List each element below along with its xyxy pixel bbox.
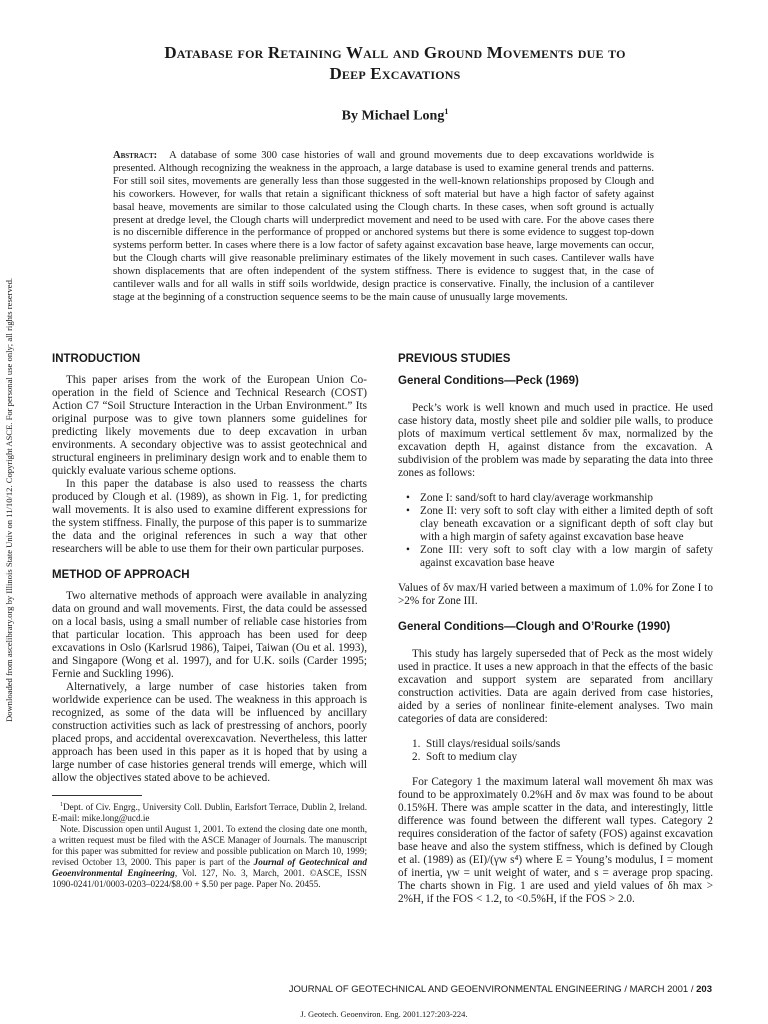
page-number: 203 — [696, 984, 712, 995]
title-line-1: Database for Retaining Wall and Ground Movements due to — [164, 43, 626, 62]
category-item: 1. Still clays/residual soils/sands — [412, 738, 561, 750]
journal-footer-text: JOURNAL OF GEOTECHNICAL AND GEOENVIRONMENTAL ENGINEERING / MARCH 2001 / — [288, 984, 697, 995]
category-item: 2. Soft to medium clay — [412, 751, 518, 763]
abstract-label: Abstract: — [113, 150, 158, 161]
footnote-affiliation-text: Dept. of Civ. Engrg., University Coll. Dublin, Earlsfort Terrace, Dublin 2, Ireland. E-mail: mike.long@ucd.ie — [52, 802, 367, 824]
introduction-heading: INTRODUCTION — [52, 353, 141, 365]
left-column — [52, 352, 367, 890]
paper-title — [60, 42, 730, 84]
method-paragraph-1: Two alternative methods of approach were available in analyzing data on ground and wall movements. First, the data could be assessed on a local basis, using a small number of reliable case histories from that particular location. This approach has been used for deep excavations in Oslo (Karlsrud 1986), Taipei, Taiwan (Ou et al. 1993), and Singapore (Wong et al. 1997), and for U.K. soils (Carder 1995; Fernie and Suckling 1996). — [52, 590, 367, 680]
footnote-divider — [52, 795, 142, 796]
download-notice — [3, 240, 15, 760]
peck-paragraph-1: Peck’s work is well known and much used in practice. He used case history data, mostly sheet pile and soldier pile walls, to produce plots of maximum vertical settlement δv max, normalized by the excavation depth H, against distance from the excavation. A subdivision of the problem was made by separating the data into three zones as follows: — [398, 402, 713, 479]
citation: J. Geotech. Geoenviron. Eng. 2001.127:203-224. — [300, 1009, 468, 1019]
zone-list — [406, 492, 713, 570]
download-notice-text: Downloaded from ascelibrary.org by Illinois State Univ on 11/10/12. Copyright ASCE. For personal use only; all rights reserved. — [4, 277, 14, 723]
title-line-2: Deep Excavations — [329, 64, 461, 83]
abstract — [113, 150, 654, 305]
peck-heading: General Conditions—Peck (1969) — [398, 375, 579, 387]
author-line — [60, 107, 730, 125]
author-name: By Michael Long — [341, 108, 445, 124]
footnote-affiliation — [52, 800, 367, 824]
clough-heading: General Conditions—Clough and O’Rourke (1990) — [398, 621, 671, 633]
journal-name: Journal of Geotechnical and Geoenvironmental Engineering — [52, 857, 367, 879]
journal-footer — [60, 984, 712, 995]
previous-studies-heading: PREVIOUS STUDIES — [398, 353, 511, 365]
right-column — [398, 352, 713, 906]
footnotes — [52, 800, 367, 890]
abstract-text: A database of some 300 case histories of wall and ground movements due to deep excavations worldwide is presented. Although recognizing the weakness in the approach, a large database is used to examine general trends and patterns. For still soil sites, movements are generally less than those suggested in the well-known relationships proposed by Clough and his coworkers. However, for walls that retain a significant thickness of soft material but have a high factor of safety against basal heave, movements are similar to those calculated using the Clough charts. In these cases, when soft ground is actually present at dredge level, the Clough charts will underpredict movement and need to be used with care. For the above cases there is no discernible difference in the performance of propped or anchored systems but there is some evidence to suggest top-down systems perform better. In cases where there is a low factor of safety against excavation base heave, large movements can occur, but the Clough charts will give reasonable preliminary estimates of the likely movement in such cases. Cantilever walls have shown displacements that are often independent of the system stiffness. There is evidence to suggest that, in the case of cantilever walls and for all walls in stiff soils worldwide, design practice is conservative. Finally, the inclusion of a cantilever stage at the beginning of a construction sequence seems to be the main cause of unusually large movements. — [113, 150, 655, 303]
footnote-mark: 1 — [60, 802, 63, 808]
author-footnote-mark: 1 — [444, 107, 449, 116]
introduction-paragraph-2: In this paper the database is also used to reassess the charts produced by Clough et al. (1989), as shown in Fig. 1, for predicting wall movements. It is also used to examine different expressions for the system stiffness. Finally, the purpose of this paper is to summarize the data and the original references in such a way that other researchers will be able to use them for their own particular purposes. — [52, 478, 367, 555]
category-list — [412, 738, 713, 764]
zone-item: • Zone II: very soft to soft clay with either a limited depth of soft clay beneath excavation or a significant depth of soft clay but with a high margin of safety against excavation base heave — [406, 505, 713, 544]
clough-paragraph-1: This study has largely superseded that of Peck as the most widely used in practice. It uses a new approach in that the effects of the basic excavation and support system are separated from ancillary construction activities. Data are again derived from case histories, aided by a series of nonlinear finite-element analyses. Two main categories of data are considered: — [398, 648, 713, 725]
zone-item: • Zone I: sand/soft to hard clay/average workmanship — [406, 492, 713, 505]
footnote-note: Note. Discussion open until August 1, 2001. To extend the closing date one month, a written request must be filed with the ASCE Manager of Journals. The manuscript for this paper was submitted for review and possible publication on March 10, 1999; revised October 13, 2000. This paper is part of the Journal of Geotechnical and Geoenvironmental Engineering, Vol. 127, No. 3, March, 2001. ©ASCE, ISSN 1090-0241/01/0003-0203–0224/$8.00 + $.50 per page. Paper No. 20455. — [52, 824, 368, 890]
method-heading: METHOD OF APPROACH — [52, 569, 190, 581]
method-paragraph-2: Alternatively, a large number of case histories taken from worldwide experience can be used. The weakness in this approach is recognized, as some of the data will be influenced by ancillary construction activities such as lack of prestressing of anchors, poorly placed props, and accidental overexcavation. Nevertheless, this latter approach has been used in this paper as it is hoped that by using a large number of case histories general trends will emerge, which will allow the objectives stated above to be achieved. — [52, 681, 367, 784]
zone-item: • Zone III: very soft to soft clay with a low margin of safety against excavation base heave — [406, 544, 713, 570]
introduction-paragraph-1: This paper arises from the work of the European Union Co-operation in the field of Science and Technical Research (COST) Action C7 “Soil Structure Interaction in the Urban Environment.” Its original purpose was to give town planners some guidelines for predicting likely movements due to deep excavation in urban environments. A secondary objective was to assist geotechnical and structural engineers in preliminary design work and to enable them to quickly evaluate various scheme options. — [52, 374, 367, 477]
clough-paragraph-2: For Category 1 the maximum lateral wall movement δh max was found to be approximately 0.2%H and δv max was found to be about 0.15%H. There was ample scatter in the data, and interestingly, little difference was found between the different wall types. Category 2 requires consideration of the factor of safety (FOS) against excavation base heave and also the system stiffness, which is defined by Clough et al. (1989) as (EI)/(γw s⁴) where E = Young’s modulus, I = moment of inertia, γw = unit weight of water, and s = average prop spacing. The charts shown in Fig. 1 are used and yield values of δh max > 2%H, if the FOS < 1.2, to <0.5%H, if the FOS > 2.0. — [398, 776, 713, 905]
peck-paragraph-2: Values of δv max/H varied between a maximum of 1.0% for Zone I to >2% for Zone III. — [398, 582, 713, 607]
